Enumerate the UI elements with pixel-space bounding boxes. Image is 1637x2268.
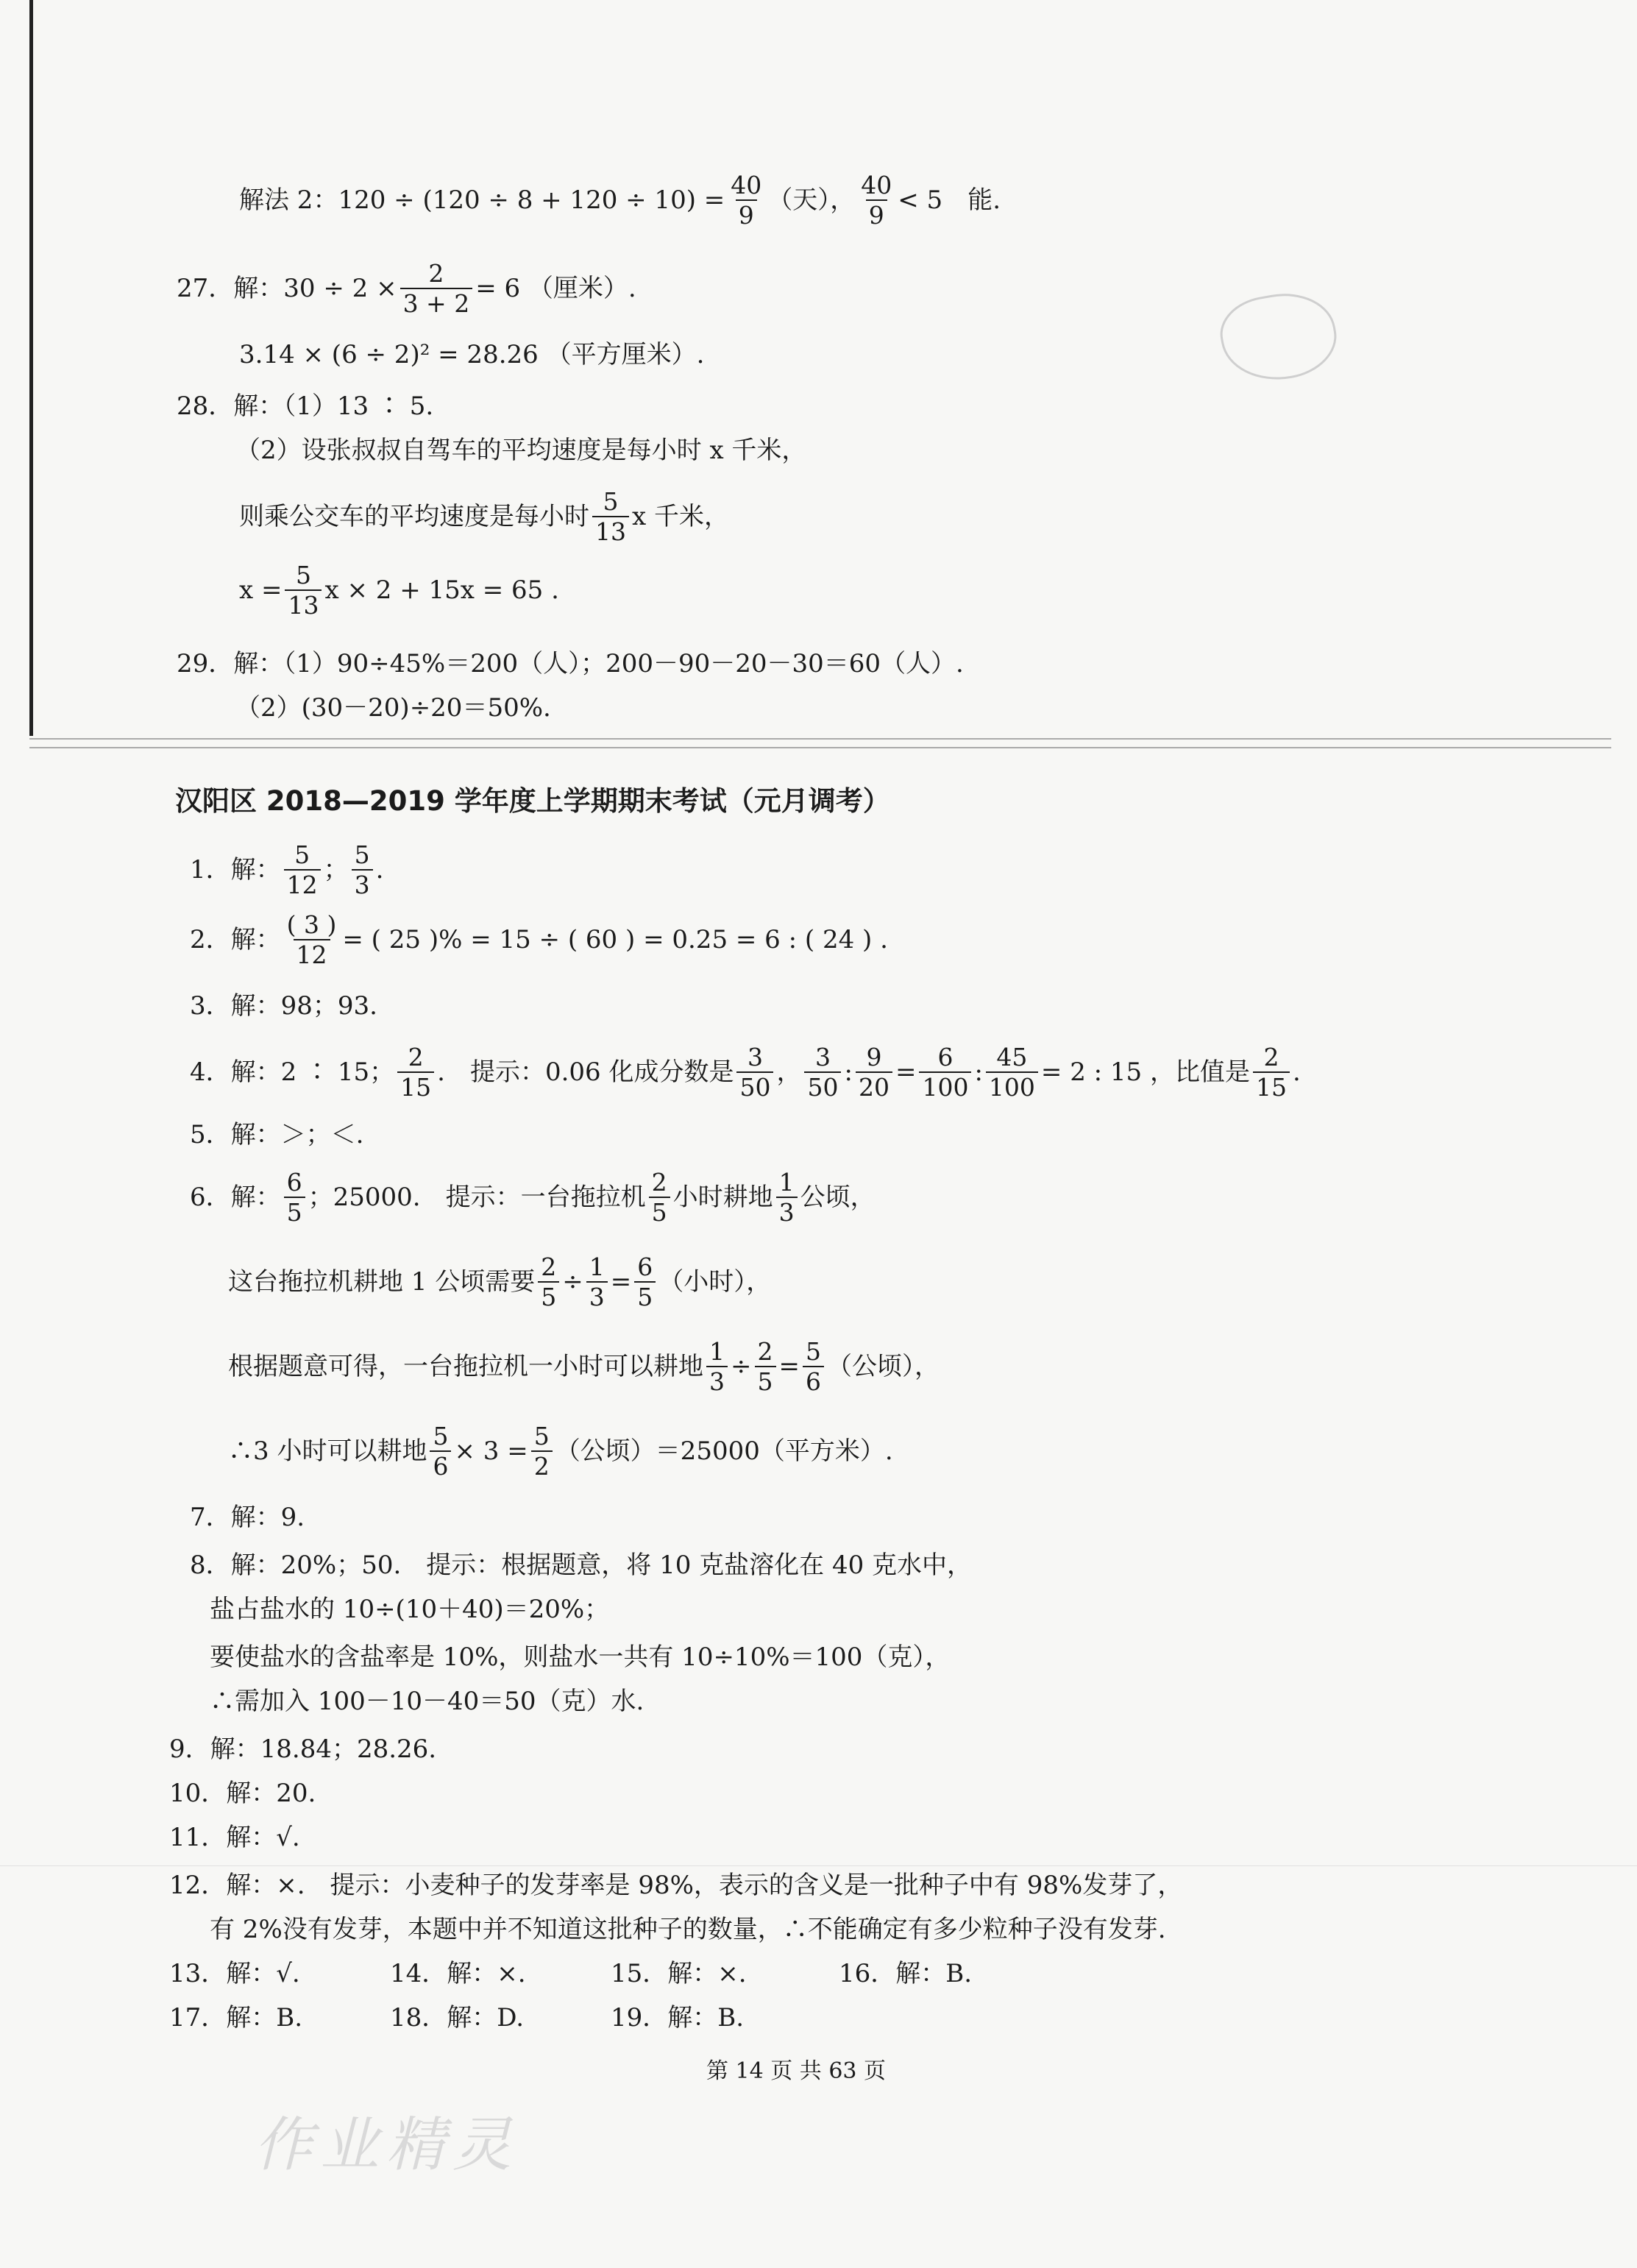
q14: 14．解：×. [390,1959,526,1988]
q8-line1: 8．解：20%；50. 提示：根据题意，将 10 克盐溶化在 40 克水中， [190,1551,973,1580]
q6-line2: 这台拖拉机耕地 1 公顷需要 $\frac{2}{5}$ ÷ $\frac{1}{3}$ = $\frac{6}{5}$ （小时）， [228,1252,772,1311]
q16: 16．解：B. [839,1959,973,1988]
q28-line4: x = $\frac{5}{13}$ x × 2 + 15x = 65 . [239,561,559,620]
stamp-logo [1215,285,1343,389]
q15: 15．解：×. [611,1959,747,1988]
q8-line4: ∴需加入 100－10－40＝50（克）水. [210,1687,644,1716]
q12-line2: 有 2%没有发芽，本题中并不知道这批种子的数量，∴不能确定有多少粒种子没有发芽. [210,1915,1166,1944]
fold-line [0,1865,1637,1866]
page-footer: 第 14 页 共 63 页 [706,2058,887,2084]
q17: 17．解：B. [169,2003,303,2033]
section-title: 汉阳区 2018—2019 学年度上学期期末考试（元月调考） [175,785,890,817]
q29-line1: 29．解：（1）90÷45%＝200（人）；200－90－20－30＝60（人）. [177,649,964,678]
q8-line3: 要使盐水的含盐率是 10%，则盐水一共有 10÷10%＝100（克）， [210,1642,951,1672]
left-binding-line [29,0,33,736]
q28-line2: （2）设张叔叔自驾车的平均速度是每小时 x 千米， [235,436,807,465]
q6-line1: 6．解： $\frac{6}{5}$ ；25000. 提示：一台拖拉机 $\frac{2}{5}$ 小时耕地 $\frac{1}{3}$ 公顷， [190,1168,876,1227]
q12-line1: 12．解：×. 提示：小麦种子的发芽率是 98%，表示的含义是一批种子中有 98%发芽了， [169,1871,1183,1900]
watermark: 作业精灵 [254,2111,519,2179]
q27-line1: 27．解：30 ÷ 2 × $\frac{2}{3 + 2}$ = 6 （厘米）. [177,259,636,318]
q4: 4．解：2 ∶ 15； $\frac{2}{15}$ . 提示：0.06 化成分数是 $\frac{3}{50}$ ， $\frac{3}{50}$ : $\frac{9}{20}$ = $\frac{6}{100}$ : $\frac{45}{100}$ = 2 : 15 ，比值是 $\frac{2}{15}$ . [190,1043,1301,1102]
q5: 5．解：＞；＜. [190,1120,364,1149]
q11: 11．解：√. [169,1823,300,1852]
q7: 7．解：9. [190,1503,305,1532]
q28-line3: 则乘公交车的平均速度是每小时 $\frac{5}{13}$ x 千米， [239,487,729,546]
q18: 18．解：D. [390,2003,525,2033]
section-divider [29,738,1611,748]
q28-line1: 28．解：（1）13 ∶ 5. [177,391,434,421]
q2: 2．解： $\frac{( 3 )}{12}$ = ( 25 )% = 15 ÷ ( 60 ) = 0.25 = 6 : ( 24 ) . [190,910,888,969]
q6-line4: ∴3 小时可以耕地 $\frac{5}{6}$ × 3 = $\frac{5}{2}$ （公顷）＝25000（平方米）. [228,1422,893,1481]
q8-line2: 盐占盐水的 10÷(10＋40)＝20%； [210,1595,610,1624]
q1: 1．解： $\frac{5}{12}$ ； $\frac{5}{3}$ . [190,840,384,899]
q29-line2: （2）(30－20)÷20＝50%. [235,693,551,723]
q9: 9．解：18.84；28.26. [169,1734,437,1764]
q19: 19．解：B. [611,2003,745,2033]
solution-method-2: 解法 2：120 ÷ (120 ÷ 8 + 120 ÷ 10) = $\frac{40}{9}$ （天）， $\frac{40}{9}$ < 5 能. [239,171,1001,230]
q27-line2: 3.14 × (6 ÷ 2)² = 28.26 （平方厘米）. [239,340,705,369]
q13: 13．解：√. [169,1959,300,1988]
q10: 10．解：20. [169,1779,316,1808]
q3: 3．解：98；93. [190,991,377,1021]
q6-line3: 根据题意可得，一台拖拉机一小时可以耕地 $\frac{1}{3}$ ÷ $\frac{2}{5}$ = $\frac{5}{6}$ （公顷）， [228,1337,940,1396]
